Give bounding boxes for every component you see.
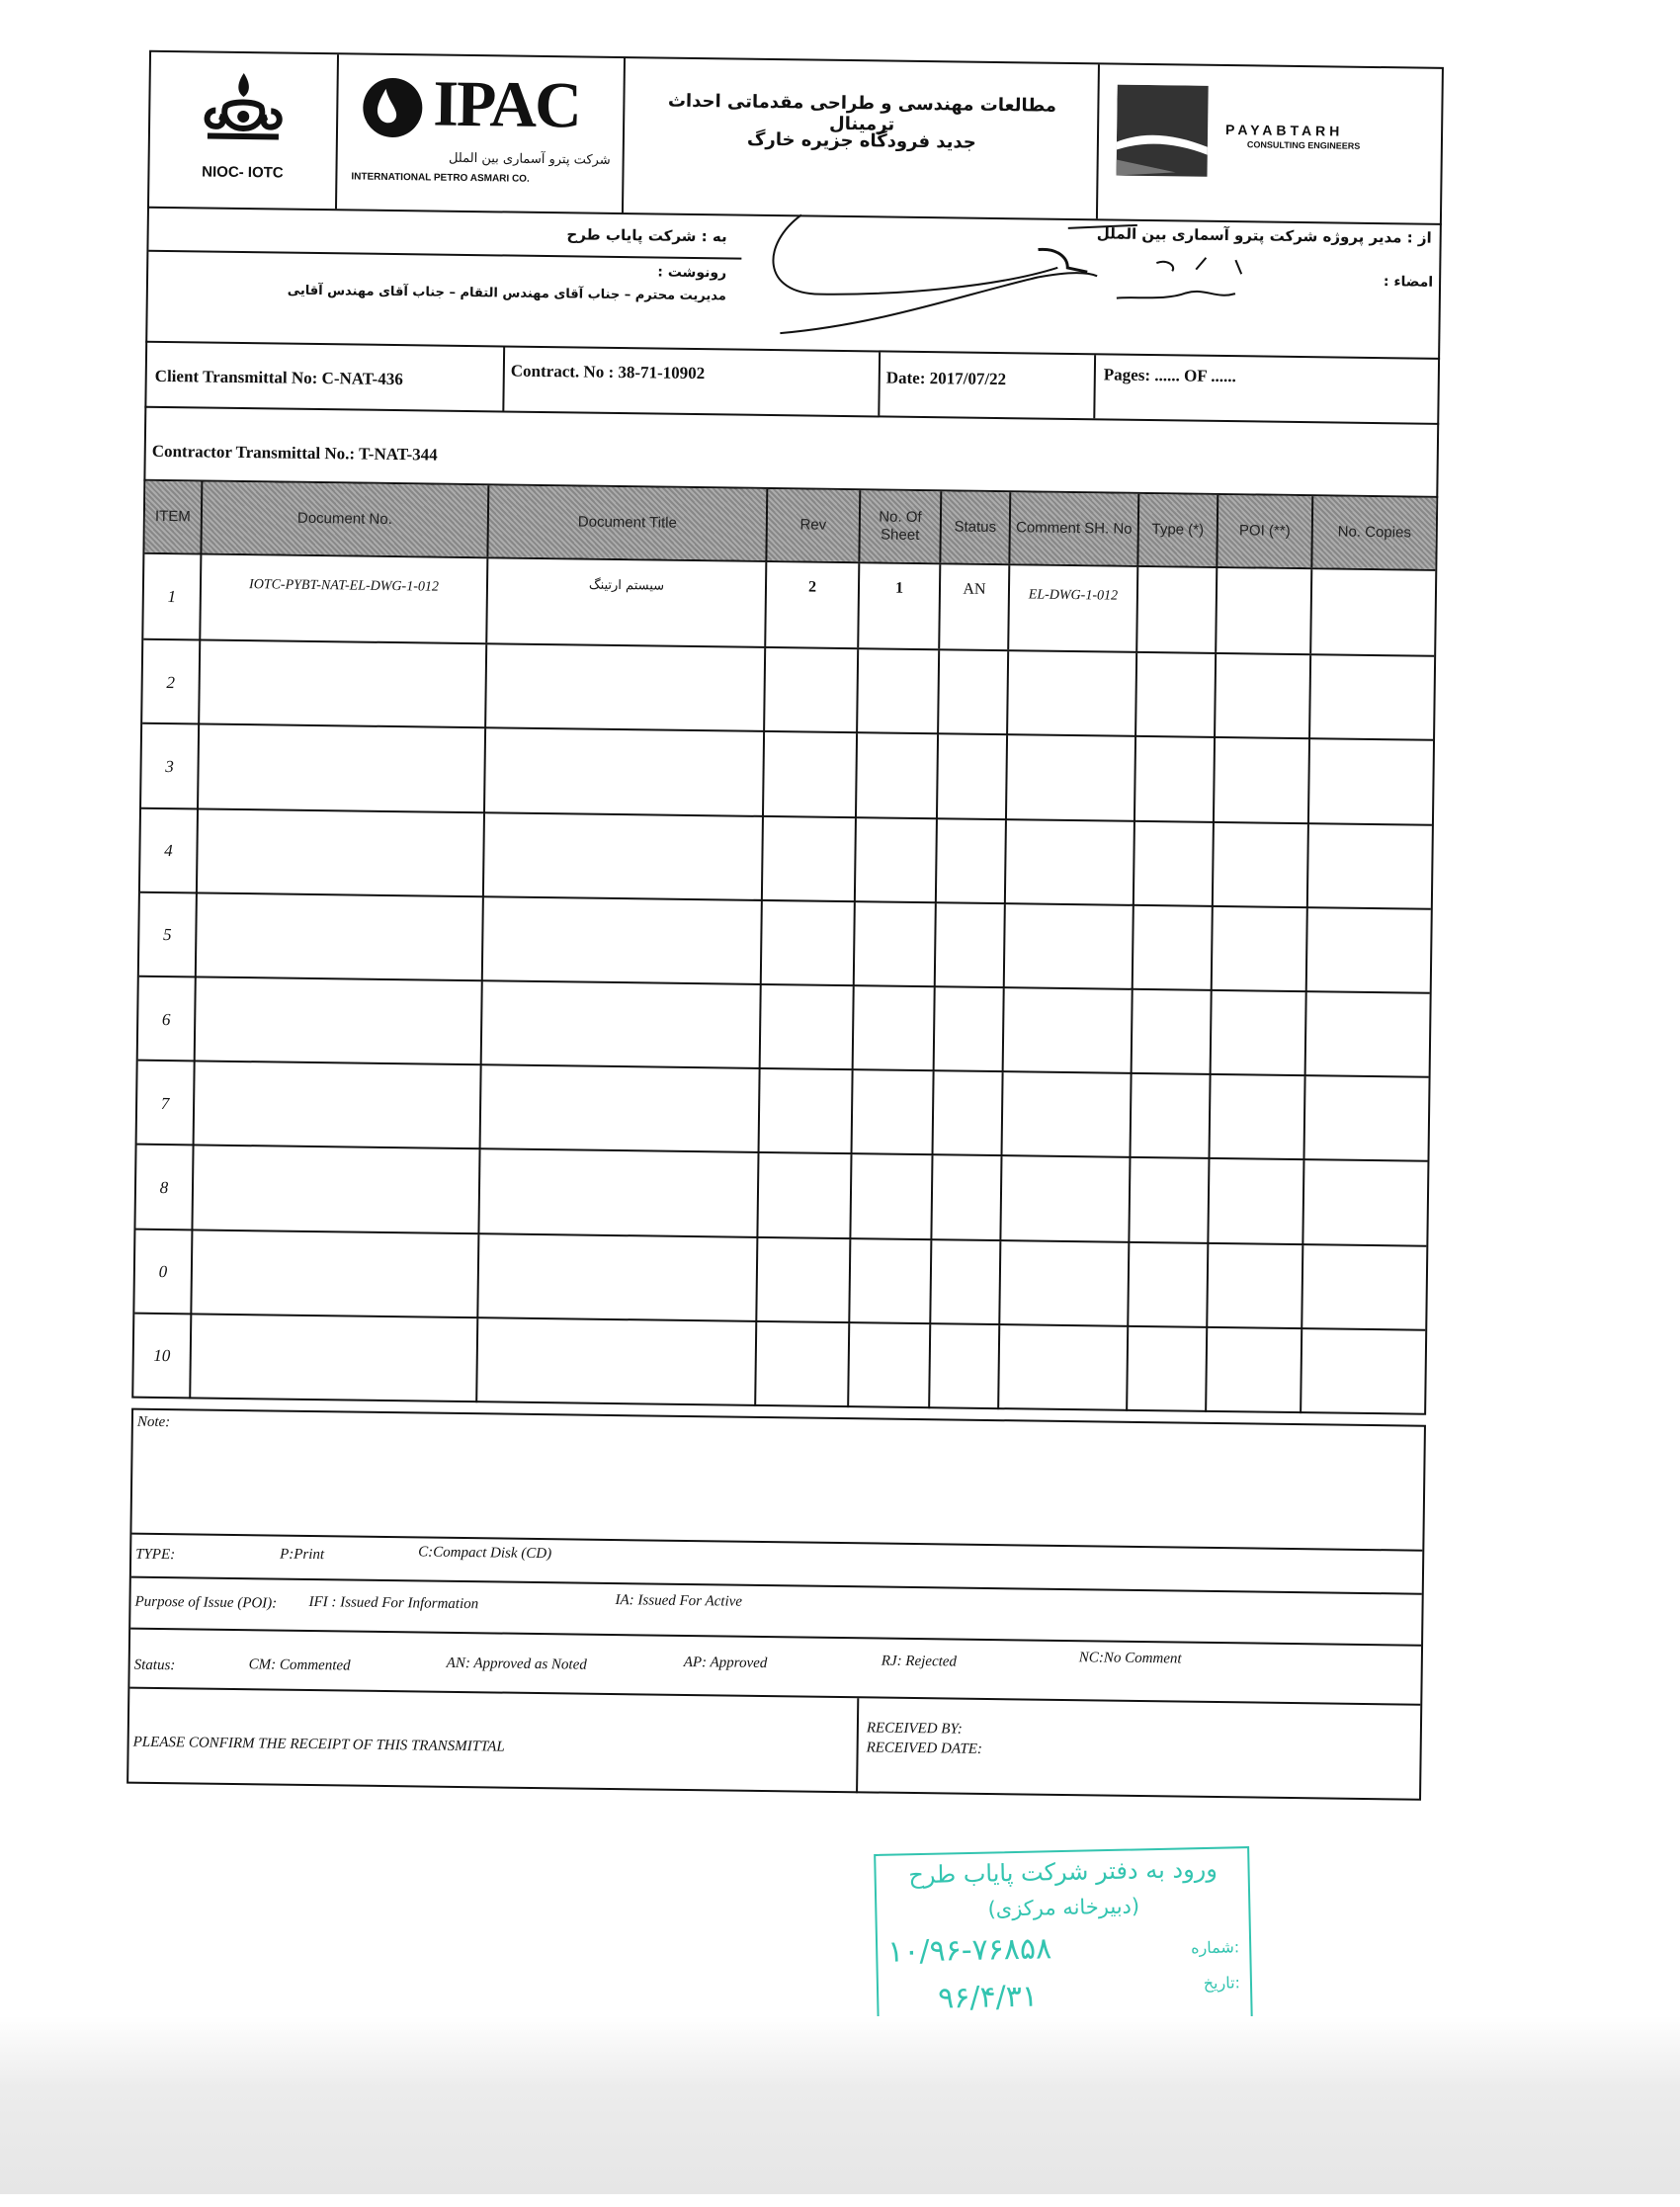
cell-comment	[998, 1241, 1128, 1327]
cell-empty	[1309, 569, 1435, 655]
nioc-emblem-icon	[196, 66, 292, 152]
cell-empty	[1208, 1075, 1303, 1160]
cell-empty	[1306, 824, 1432, 910]
cell-empty	[1128, 1158, 1208, 1243]
status-an: AN: Approved as Noted	[446, 1655, 587, 1673]
note-label: Note:	[136, 1413, 171, 1431]
cell-empty	[1302, 1076, 1428, 1162]
cell-comment: EL-DWG-1-012	[1007, 565, 1136, 651]
cell-rev	[763, 648, 857, 733]
status-rj: RJ: Rejected	[881, 1653, 958, 1670]
cell-title: سیستم ارتینگ	[485, 558, 765, 646]
col-header-rev: Rev	[765, 489, 859, 561]
received-by: RECEIVED BY:	[866, 1720, 963, 1738]
cell-sheets	[856, 649, 938, 734]
cell-title	[482, 813, 762, 901]
cell-comment	[999, 1157, 1129, 1243]
cell-doc-no	[189, 1315, 476, 1402]
cell-comment	[1005, 736, 1134, 822]
cell-doc-no	[191, 1146, 478, 1234]
cell-doc-no	[190, 1231, 477, 1318]
cell-doc-no	[194, 977, 481, 1065]
stamp-number-value: ۱۰/۹۶-۷۶۸۵۸	[886, 1931, 1052, 1970]
to-line: به : شرکت پایاب طرح	[566, 225, 727, 246]
cell-rev: 2	[764, 562, 858, 647]
cell-empty	[1302, 1161, 1427, 1247]
cell-sheets	[849, 1155, 931, 1240]
ipac-english-name: INTERNATIONAL PETRO ASMARI CO.	[351, 171, 530, 185]
poi-label: Purpose of Issue (POI):	[134, 1593, 278, 1612]
contractor-transmittal: Contractor Transmittal No.: T-NAT-344	[151, 441, 438, 465]
cell-sheets	[854, 818, 936, 903]
cell-comment	[1002, 988, 1132, 1074]
col-header-type: Type (*)	[1136, 494, 1217, 566]
col-header-poi: POI (**)	[1216, 495, 1311, 567]
stamp-date-label: تاریخ:	[1203, 1973, 1241, 1994]
copy-text: مدیریت محترم – جناب آقای مهندس التقام – جناب آقای مهندس آقایی	[287, 283, 726, 304]
cell-item: 4	[164, 841, 173, 861]
nioc-logo-cell	[149, 52, 337, 209]
cell-title	[483, 729, 763, 817]
cell-empty	[1213, 738, 1308, 823]
cell-comment	[1003, 904, 1133, 990]
cell-item: 1	[167, 586, 177, 606]
cell-rev	[758, 1069, 852, 1154]
cell-empty	[1300, 1329, 1425, 1415]
cell-status	[937, 650, 1007, 735]
type-label: TYPE:	[135, 1546, 176, 1564]
cell-doc-no	[197, 725, 484, 813]
cell-empty	[1131, 990, 1211, 1075]
scan-shadow	[0, 2016, 1680, 2194]
cell-item: 3	[165, 757, 174, 777]
stamp-number-label: شماره:	[1190, 1937, 1240, 1958]
col-header-document-no: Document No.	[200, 481, 487, 556]
cell-item: 10	[153, 1346, 171, 1366]
nioc-label: NIOC- IOTC	[202, 163, 284, 182]
cell-empty	[1207, 1159, 1302, 1244]
cell-sheets	[852, 986, 934, 1071]
col-header-comment-sh-no: Comment SH. No	[1008, 492, 1137, 565]
cell-empty	[1127, 1242, 1207, 1327]
cell-title	[475, 1318, 755, 1406]
cell-empty	[1129, 1074, 1209, 1159]
status-cm: CM: Commented	[248, 1656, 351, 1674]
cell-doc-no	[198, 641, 485, 729]
cell-empty	[1307, 740, 1433, 826]
routing-block	[145, 207, 1442, 360]
cell-doc-no	[196, 809, 483, 897]
type-print: P:Print	[280, 1546, 325, 1564]
cell-status	[931, 1071, 1001, 1156]
col-header-no-copies: No. Copies	[1310, 496, 1436, 569]
cell-item: 8	[159, 1177, 169, 1198]
cell-sheets: 1	[857, 563, 939, 648]
cell-empty	[1214, 654, 1309, 739]
signature-label: امضاء :	[1383, 274, 1434, 291]
pages-field: Pages: ...... OF ......	[1093, 355, 1438, 423]
copy-label: رونوشت :	[657, 264, 727, 282]
cell-empty	[1134, 653, 1215, 738]
cell-rev	[762, 732, 856, 817]
received-cell	[856, 1698, 1420, 1800]
cell-rev	[754, 1322, 848, 1407]
cell-title	[480, 981, 760, 1069]
cell-sheets	[847, 1323, 929, 1408]
client-transmittal: Client Transmittal No: C-NAT-436	[154, 366, 403, 389]
project-title-line1: مطالعات مهندسی و طراحی مقدماتی احداث ترمینال	[667, 90, 1057, 135]
cell-empty	[1305, 908, 1431, 994]
cell-status	[936, 735, 1006, 820]
cell-status	[934, 903, 1004, 988]
cell-comment	[997, 1325, 1127, 1411]
poi-ifi: IFI : Issued For Information	[308, 1593, 479, 1613]
cell-sheets	[848, 1239, 930, 1324]
cell-empty	[1301, 1245, 1426, 1331]
cell-empty	[1304, 992, 1430, 1078]
entry-stamp	[874, 1846, 1253, 2032]
project-title-line2: جدید فرودگاه جزیره خارگ	[746, 128, 976, 153]
cell-empty	[1133, 821, 1213, 906]
ipac-persian-name: شرکت پترو آسماری بین الملل	[448, 150, 611, 168]
cell-title	[484, 644, 764, 732]
cell-empty	[1132, 906, 1212, 991]
col-header-no-of-sheet: No. Of Sheet	[858, 490, 940, 562]
cell-status	[929, 1240, 999, 1325]
cell-empty	[1135, 567, 1216, 652]
cell-item: 0	[158, 1262, 168, 1282]
type-cd: C:Compact Disk (CD)	[418, 1544, 552, 1563]
table-body	[133, 554, 1435, 1413]
cell-status	[933, 987, 1003, 1072]
col-header-status: Status	[939, 491, 1009, 563]
cell-empty	[1134, 737, 1214, 822]
date-field: Date: 2017/07/22	[878, 352, 1094, 418]
cell-status: AN	[938, 564, 1008, 649]
ipac-logo-text: IPAC	[432, 67, 581, 142]
cell-rev	[759, 985, 853, 1070]
cell-comment	[1004, 820, 1134, 906]
cell-empty	[1205, 1328, 1301, 1413]
cell-empty	[1308, 655, 1434, 741]
cell-title	[477, 1150, 757, 1238]
handwritten-signature	[740, 185, 1296, 360]
col-header-document-title: Document Title	[486, 485, 766, 560]
cell-comment	[1000, 1072, 1130, 1158]
poi-ia: IA: Issued For Active	[615, 1592, 743, 1610]
cell-rev	[755, 1237, 849, 1322]
payab-subtitle: CONSULTING ENGINEERS	[1246, 139, 1361, 151]
cell-doc-no: IOTC-PYBT-NAT-EL-DWG-1-012	[199, 554, 486, 642]
cell-empty	[1215, 568, 1310, 653]
ipac-logo-cell	[335, 54, 624, 212]
cell-sheets	[853, 902, 935, 987]
table-row	[133, 1312, 1425, 1412]
stamp-line1: ورود به دفتر شرکت پایاب طرح	[908, 1854, 1218, 1890]
contract-no: Contract. No : 38-71-10902	[502, 347, 879, 415]
cell-comment	[1006, 651, 1135, 737]
document-table	[131, 479, 1438, 1415]
status-label: Status:	[133, 1656, 176, 1674]
status-nc: NC:No Comment	[1078, 1650, 1182, 1667]
confirm-text: PLEASE CONFIRM THE RECEIPT OF THIS TRANSMITTAL	[132, 1734, 505, 1755]
cell-status	[930, 1156, 1000, 1241]
footer-block	[126, 1408, 1426, 1801]
cell-status	[928, 1324, 998, 1409]
cell-doc-no	[193, 1062, 480, 1150]
cell-item: 6	[161, 1009, 171, 1029]
cell-item: 7	[160, 1093, 170, 1113]
cell-sheets	[855, 734, 937, 819]
cell-status	[935, 819, 1005, 904]
stamp-date-value: ۹۶/۴/۳۱	[937, 1979, 1039, 2016]
cell-empty	[1211, 907, 1306, 992]
cell-item: 2	[166, 672, 176, 692]
cell-doc-no	[195, 893, 482, 981]
cell-title	[481, 897, 761, 985]
cell-title	[479, 1065, 759, 1153]
ipac-drop-icon	[360, 75, 426, 141]
cell-rev	[761, 817, 855, 902]
col-header-item: ITEM	[144, 481, 201, 553]
cell-rev	[756, 1153, 850, 1238]
cell-sheets	[850, 1070, 932, 1155]
cell-empty	[1212, 822, 1307, 907]
cell-empty	[1206, 1243, 1302, 1328]
received-date: RECEIVED DATE:	[866, 1740, 983, 1757]
cell-title	[476, 1234, 756, 1322]
cell-rev	[760, 901, 854, 986]
payab-emblem-icon	[1116, 85, 1212, 181]
payab-name: PAYABTARH	[1225, 122, 1344, 139]
cell-empty	[1126, 1327, 1206, 1412]
cell-item: 5	[162, 925, 172, 945]
stamp-line2: (دبیرخانه مرکزی)	[987, 1894, 1140, 1921]
confirm-row	[128, 1687, 1420, 1799]
cell-empty	[1210, 991, 1305, 1076]
status-ap: AP: Approved	[683, 1654, 768, 1672]
from-line: از : مدیر پروژه شرکت پترو آسماری بین الملل	[1096, 224, 1432, 247]
